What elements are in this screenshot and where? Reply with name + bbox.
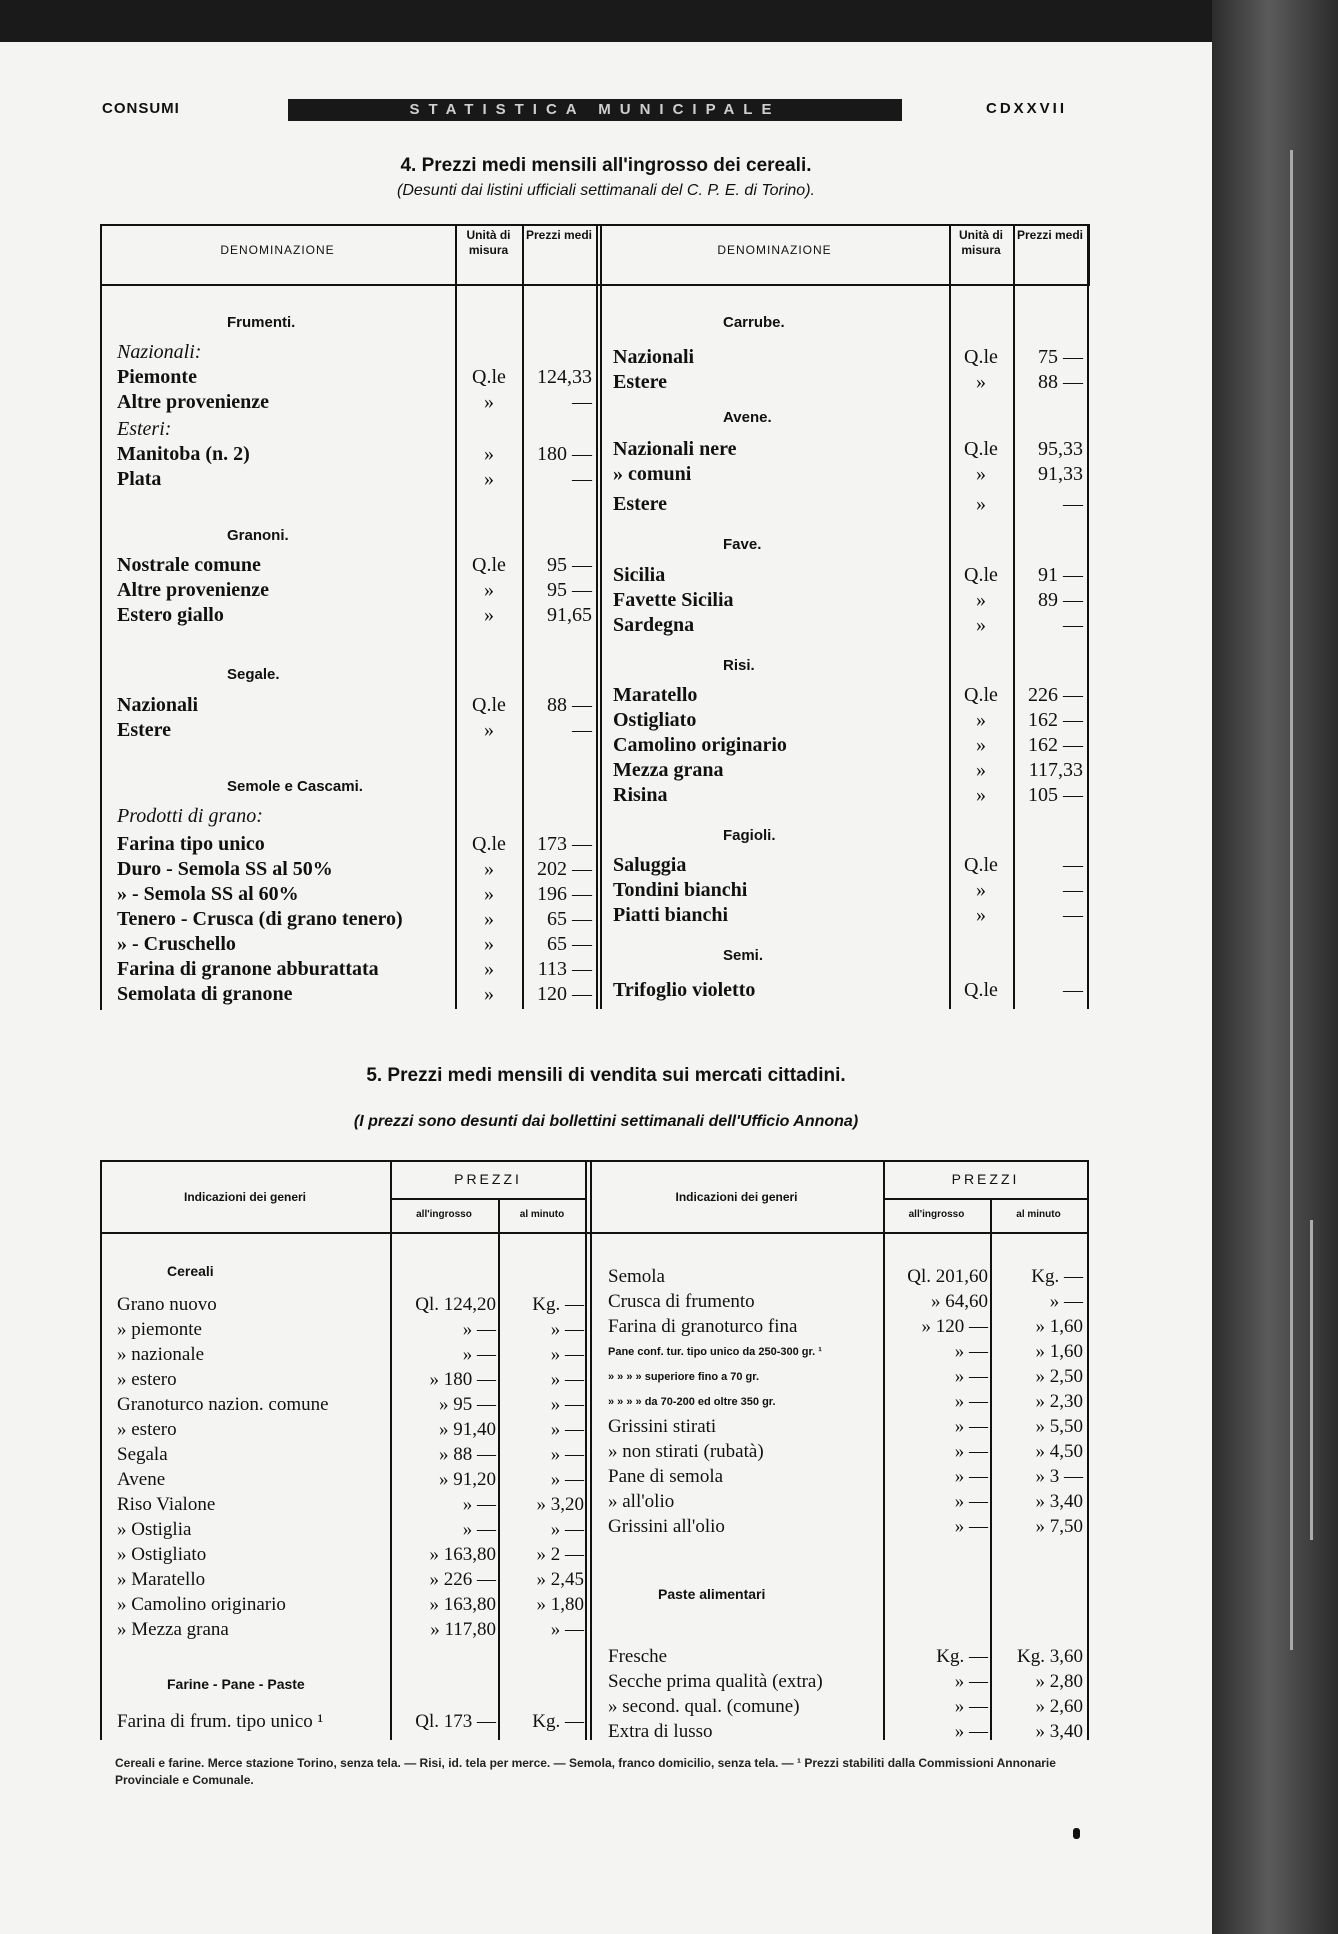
table4-row-price: 88 —: [1038, 371, 1083, 393]
table5-col-minuto: al minuto: [1016, 1209, 1061, 1220]
table5-row-minuto: » 3,20: [536, 1494, 584, 1515]
rule: [100, 1160, 1088, 1162]
table5-row-minuto: » 2,45: [536, 1569, 584, 1590]
table5-col-prezzi: PREZZI: [951, 1171, 1020, 1187]
table4-section-heading: Segale.: [227, 666, 280, 683]
table4-col-unita: Unità di misura: [466, 228, 511, 257]
table4-row-label: Tenero - Crusca (di grano tenero): [117, 908, 403, 930]
table5-row-ingrosso: » —: [954, 1721, 988, 1742]
table5-row-label: Pane di semola: [608, 1466, 724, 1487]
table5-row-ingrosso: » 226 —: [429, 1569, 496, 1590]
table4-row-price: 113 —: [537, 958, 592, 980]
table4-row-price: 65 —: [547, 933, 592, 955]
table5-row-label: Pane conf. tur. tipo unico da 250-300 gr. ¹: [608, 1346, 822, 1358]
table4-row-unit: Q.le: [964, 684, 998, 706]
table4-row-price: 91 —: [1038, 564, 1083, 586]
table4-row-label: Nazionali: [117, 694, 199, 716]
table5-row-label: » all'olio: [608, 1491, 675, 1512]
table4-row-price: —: [1063, 493, 1083, 515]
table4-row-price: 120 —: [537, 983, 592, 1005]
table5-row-label: Semola: [608, 1266, 665, 1287]
table4-row-price: —: [1063, 879, 1083, 901]
table5-row-minuto: » 2,30: [1035, 1391, 1083, 1412]
table5-row-minuto: » —: [550, 1369, 584, 1390]
table5-row-ingrosso: » 91,40: [439, 1419, 496, 1440]
table4-row-unit: Q.le: [472, 833, 506, 855]
table4-row-unit: »: [484, 579, 494, 601]
table4-row-unit: »: [976, 589, 986, 611]
table4-section-heading: Fave.: [723, 536, 762, 553]
table4-section-heading: Carrube.: [723, 314, 785, 331]
table4-row-unit: Q.le: [964, 346, 998, 368]
table4-row-price: 105 —: [1028, 784, 1083, 806]
table4-row-label: » comuni: [613, 463, 692, 485]
table4-row-price: 89 —: [1038, 589, 1083, 611]
table4-row-label: Estere: [613, 371, 668, 393]
table4-row-price: 196 —: [537, 883, 592, 905]
table5-row-label: » piemonte: [117, 1319, 202, 1340]
table4-row-unit: »: [484, 883, 494, 905]
table5-row-ingrosso: » —: [954, 1341, 988, 1362]
table4-row-unit: Q.le: [964, 564, 998, 586]
table4-row-unit: »: [484, 983, 494, 1005]
table4-row-label: » - Cruschello: [117, 933, 236, 955]
table5-row-ingrosso: » 95 —: [439, 1394, 496, 1415]
table4-row-label: Nostrale comune: [117, 554, 261, 576]
table4-row-label: Risina: [613, 784, 668, 806]
rule: [100, 1160, 102, 1740]
table5-row-label: Fresche: [608, 1646, 668, 1667]
table5-row-minuto: » 1,60: [1035, 1316, 1083, 1337]
table4-row-price: 180 —: [537, 443, 592, 465]
table4-row-label: Saluggia: [613, 854, 687, 876]
table4-row-price: 117,33: [1028, 759, 1083, 781]
rule: [596, 224, 598, 1009]
table5-row-label: Grissini all'olio: [608, 1516, 725, 1537]
table4-row-price: 95 —: [547, 579, 592, 601]
table5-row-ingrosso: » —: [954, 1671, 988, 1692]
rule: [1087, 1160, 1089, 1740]
table5-row-ingrosso: » 180 —: [429, 1369, 496, 1390]
table4-row-label: Tondini bianchi: [613, 879, 748, 901]
table4-row-price: —: [572, 468, 592, 490]
table4-row-label: Sicilia: [613, 564, 666, 586]
table4-row-label: Duro - Semola SS al 50%: [117, 858, 333, 880]
table4-row-label: » - Semola SS al 60%: [117, 883, 299, 905]
table5-row-ingrosso: » 88 —: [439, 1444, 496, 1465]
running-header-left: CONSUMI: [102, 100, 180, 117]
table4-section-heading: Semole e Cascami.: [227, 778, 363, 795]
table4-row-label: Sardegna: [613, 614, 695, 636]
table5-row-ingrosso: » 163,80: [429, 1544, 496, 1565]
table5-row-label: » Ostigliato: [117, 1544, 207, 1565]
rule: [590, 1160, 592, 1740]
table5-row-minuto: » 3 —: [1035, 1466, 1083, 1487]
table4-row-unit: »: [976, 904, 986, 926]
table5-row-minuto: » 2 —: [536, 1544, 584, 1565]
table4-row-label: Altre provenienze: [117, 579, 270, 601]
table5-row-label: Secche prima qualità (extra): [608, 1671, 823, 1692]
table5-row-label: Farina di granoturco fina: [608, 1316, 798, 1337]
table5-row-minuto: » 3,40: [1035, 1491, 1083, 1512]
table5-row-minuto: » —: [550, 1319, 584, 1340]
table5-row-label: Crusca di frumento: [608, 1291, 755, 1312]
table4-row-price: 75 —: [1038, 346, 1083, 368]
table5-row-label: » Maratello: [117, 1569, 206, 1590]
table5-row-label: » nazionale: [117, 1344, 205, 1365]
table5-col-minuto: al minuto: [519, 1209, 565, 1220]
table4-row-label: Farina di granone abburattata: [117, 958, 379, 980]
table5-row-ingrosso: » —: [954, 1491, 988, 1512]
table4-subheading: Nazionali:: [117, 341, 202, 363]
rule: [100, 284, 1090, 286]
table5-row-label: Farina di frum. tipo unico ¹: [117, 1711, 324, 1732]
table4-section-heading: Semi.: [723, 947, 764, 964]
table4-row-price: —: [572, 391, 592, 413]
table4-subheading: Esteri:: [117, 418, 172, 440]
table4-row-unit: Q.le: [964, 438, 998, 460]
table5-row-minuto: » 7,50: [1035, 1516, 1083, 1537]
table4-row-label: Estero giallo: [117, 604, 224, 626]
table5-row-minuto: » —: [550, 1344, 584, 1365]
table4-row-unit: »: [976, 709, 986, 731]
table4-row-unit: »: [976, 734, 986, 756]
table5-col-indicazioni: Indicazioni dei generi: [675, 1190, 798, 1204]
table5-row-label: Grissini stirati: [608, 1416, 717, 1437]
table4-row-label: Plata: [117, 468, 162, 490]
table5-subtitle: (I prezzi sono desunti dai bollettini settimanali dell'Ufficio Annona): [353, 1113, 859, 1130]
rule: [585, 1160, 587, 1740]
table4-row-price: —: [572, 719, 592, 741]
table4-row-label: Nazionali: [613, 346, 695, 368]
table5-row-ingrosso: Kg. —: [936, 1646, 988, 1667]
table4-row-label: Altre provenienze: [117, 391, 270, 413]
table4-row-unit: Q.le: [472, 694, 506, 716]
table4-row-price: 226 —: [1028, 684, 1083, 706]
table5-row-ingrosso: Ql. 173 —: [415, 1711, 496, 1732]
rule: [1087, 224, 1089, 1009]
table5-row-label: Extra di lusso: [608, 1721, 713, 1742]
table5-row-ingrosso: » —: [954, 1391, 988, 1412]
table4-subheading: Prodotti di grano:: [117, 805, 263, 827]
table4-row-unit: »: [484, 908, 494, 930]
table5-row-ingrosso: » —: [954, 1466, 988, 1487]
table4-row-label: Estere: [613, 493, 668, 515]
page-edge-shadow: [1212, 0, 1338, 1934]
table5-row-minuto: » —: [550, 1419, 584, 1440]
table5-section-heading: Farine - Pane - Paste: [167, 1676, 305, 1692]
table4-row-unit: »: [484, 958, 494, 980]
table4-section-heading: Frumenti.: [227, 314, 296, 331]
table4-row-price: 91,65: [547, 604, 592, 626]
header-ornament: STATISTICA MUNICIPALE: [288, 99, 902, 121]
table5-row-label: » Mezza grana: [117, 1619, 229, 1640]
table4-row-price: 95 —: [547, 554, 592, 576]
table5-row-ingrosso: » —: [462, 1344, 496, 1365]
table5-section-heading: Paste alimentari: [658, 1586, 766, 1602]
table4-col-unita: Unità di misura: [959, 228, 1003, 257]
table4-col-prezzi: Prezzi medi: [525, 228, 593, 242]
table4-row-label: Farina tipo unico: [117, 833, 265, 855]
table4-row-price: 124,33: [537, 366, 592, 388]
table4-subtitle: (Desunti dai listini ufficiali settimanali del C. P. E. di Torino).: [397, 182, 815, 199]
table4-row-label: Piatti bianchi: [613, 904, 729, 926]
table4-title: 4. Prezzi medi mensili all'ingrosso dei cereali.: [400, 155, 812, 176]
table4-row-unit: Q.le: [472, 366, 506, 388]
table4-row-label: Estere: [117, 719, 172, 741]
table4-section-heading: Fagioli.: [723, 827, 776, 844]
table5-row-label: Riso Vialone: [117, 1494, 216, 1515]
table4-row-price: 202 —: [537, 858, 592, 880]
rule: [100, 224, 1090, 226]
table4-row-unit: »: [976, 784, 986, 806]
table5-row-ingrosso: » —: [462, 1494, 496, 1515]
table4-section-heading: Granoni.: [227, 527, 289, 544]
table5-row-ingrosso: » —: [954, 1441, 988, 1462]
table4-row-label: Trifoglio violetto: [613, 979, 756, 1001]
table5-row-ingrosso: » 120 —: [921, 1316, 988, 1337]
footnote: Cereali e farine. Merce stazione Torino, senza tela. — Risi, id. tela per merce. — Semola, franco domicilio, senza tela. — ¹ Prezzi stabiliti dalla Commissioni Annonarie Provinciale e Comunale.: [115, 1756, 1056, 1787]
table4-row-unit: »: [484, 468, 494, 490]
table4-row-label: Maratello: [613, 684, 698, 706]
table4-row-label: Nazionali nere: [613, 438, 737, 460]
table5-row-label: » non stirati (rubatà): [608, 1441, 764, 1462]
table5-row-minuto: Kg. —: [532, 1294, 584, 1315]
table4-row-price: —: [1063, 904, 1083, 926]
table5-row-label: » second. qual. (comune): [608, 1696, 800, 1717]
table4-row-unit: »: [976, 879, 986, 901]
table4-row-price: 162 —: [1028, 734, 1083, 756]
table5-row-label: Grano nuovo: [117, 1294, 217, 1315]
table4-row-label: Semolata di granone: [117, 983, 293, 1005]
table4-row-unit: »: [976, 371, 986, 393]
table5-col-ingrosso: all'ingrosso: [908, 1209, 965, 1220]
rule: [600, 224, 602, 1009]
table4-col-prezzi: Prezzi medi: [1016, 228, 1084, 242]
table5-row-ingrosso: » —: [954, 1516, 988, 1537]
rule: [100, 1232, 1088, 1234]
edge-line: [1290, 150, 1293, 1650]
ink-spot: [1073, 1828, 1080, 1839]
table5-row-minuto: » 5,50: [1035, 1416, 1083, 1437]
table4-row-unit: Q.le: [964, 854, 998, 876]
table5-row-label: » » » » da 70-200 ed oltre 350 gr.: [608, 1396, 776, 1408]
table4-row-price: 91,33: [1038, 463, 1083, 485]
table4-row-unit: »: [976, 463, 986, 485]
table4-row-label: Ostigliato: [613, 709, 697, 731]
table5-row-ingrosso: » 64,60: [931, 1291, 988, 1312]
table5-row-ingrosso: » —: [954, 1416, 988, 1437]
rule: [990, 1198, 992, 1740]
table5-row-minuto: » —: [550, 1444, 584, 1465]
table5-title: 5. Prezzi medi mensili di vendita sui mercati cittadini.: [366, 1065, 846, 1086]
edge-line: [1310, 1220, 1313, 1540]
table5-row-minuto: » —: [550, 1394, 584, 1415]
table5-row-ingrosso: Ql. 201,60: [907, 1266, 988, 1287]
table4-row-unit: »: [484, 858, 494, 880]
table5-row-minuto: » 4,50: [1035, 1441, 1083, 1462]
table5-row-label: » Ostiglia: [117, 1519, 192, 1540]
table4-row-price: —: [1063, 854, 1083, 876]
page-number: CDXXVII: [986, 100, 1068, 117]
table5-row-label: Avene: [117, 1469, 166, 1490]
table4-row-label: Manitoba (n. 2): [117, 443, 250, 465]
table4-row-unit: »: [976, 759, 986, 781]
table5-section-heading: Cereali: [167, 1263, 214, 1279]
table4-row-unit: »: [484, 933, 494, 955]
table5-row-minuto: » 2,50: [1035, 1366, 1083, 1387]
table5-col-ingrosso: all'ingrosso: [416, 1209, 472, 1220]
table5-row-ingrosso: » 91,20: [439, 1469, 496, 1490]
table5-row-ingrosso: » 163,80: [429, 1594, 496, 1615]
table5-row-ingrosso: Ql. 124,20: [415, 1294, 496, 1315]
table4-col-denominazione: DENOMINAZIONE: [220, 243, 335, 257]
table4-row-label: Favette Sicilia: [613, 589, 734, 611]
table5-row-label: » estero: [117, 1419, 177, 1440]
table5-row-minuto: Kg. —: [532, 1711, 584, 1732]
table4-row-unit: »: [484, 443, 494, 465]
table4-row-price: —: [1063, 979, 1083, 1001]
table4-col-denominazione: DENOMINAZIONE: [717, 243, 832, 257]
table5-row-label: Granoturco nazion. comune: [117, 1394, 329, 1415]
table5-row-minuto: Kg. 3,60: [1017, 1646, 1083, 1667]
table5-row-ingrosso: » —: [462, 1519, 496, 1540]
table4-row-price: 162 —: [1028, 709, 1083, 731]
table5-row-minuto: » —: [550, 1619, 584, 1640]
table5-row-minuto: » 2,80: [1035, 1671, 1083, 1692]
table5-row-minuto: » 1,80: [536, 1594, 584, 1615]
table5-row-ingrosso: » —: [954, 1366, 988, 1387]
table5-row-minuto: » 3,40: [1035, 1721, 1083, 1742]
table5-row-minuto: » —: [1049, 1291, 1083, 1312]
table4-section-heading: Avene.: [723, 409, 772, 426]
table5-col-prezzi: PREZZI: [454, 1171, 522, 1187]
table4-row-price: —: [1063, 614, 1083, 636]
rule: [883, 1198, 1088, 1200]
table5-row-minuto: Kg. —: [1031, 1266, 1083, 1287]
table4-row-unit: Q.le: [964, 979, 998, 1001]
table5-row-label: » Camolino originario: [117, 1594, 286, 1615]
rule: [100, 284, 102, 1010]
table5-row-label: Segala: [117, 1444, 168, 1465]
table5-row-minuto: » —: [550, 1469, 584, 1490]
table5-row-minuto: » —: [550, 1519, 584, 1540]
rule: [390, 1198, 586, 1200]
table4-row-price: 65 —: [547, 908, 592, 930]
table4-row-unit: »: [484, 719, 494, 741]
table4-row-label: Piemonte: [117, 366, 197, 388]
table4-row-price: 173 —: [537, 833, 592, 855]
table5-row-minuto: » 1,60: [1035, 1341, 1083, 1362]
table5-row-ingrosso: » 117,80: [430, 1619, 496, 1640]
table5-row-minuto: » 2,60: [1035, 1696, 1083, 1717]
table4-row-price: 88 —: [547, 694, 592, 716]
table5-row-ingrosso: » —: [462, 1319, 496, 1340]
table4-row-unit: »: [976, 614, 986, 636]
table4-row-label: Mezza grana: [613, 759, 724, 781]
table4-row-unit: »: [976, 493, 986, 515]
table4-row-unit: »: [484, 604, 494, 626]
table5-row-label: » estero: [117, 1369, 177, 1390]
table5-col-indicazioni: Indicazioni dei generi: [183, 1190, 307, 1204]
table5-row-label: » » » » superiore fino a 70 gr.: [608, 1371, 760, 1383]
table4-row-label: Camolino originario: [613, 734, 787, 756]
table4-row-price: 95,33: [1038, 438, 1083, 460]
table4-row-unit: »: [484, 391, 494, 413]
table5-row-ingrosso: » —: [954, 1696, 988, 1717]
table4-section-heading: Risi.: [723, 657, 755, 674]
table4-row-unit: Q.le: [472, 554, 506, 576]
